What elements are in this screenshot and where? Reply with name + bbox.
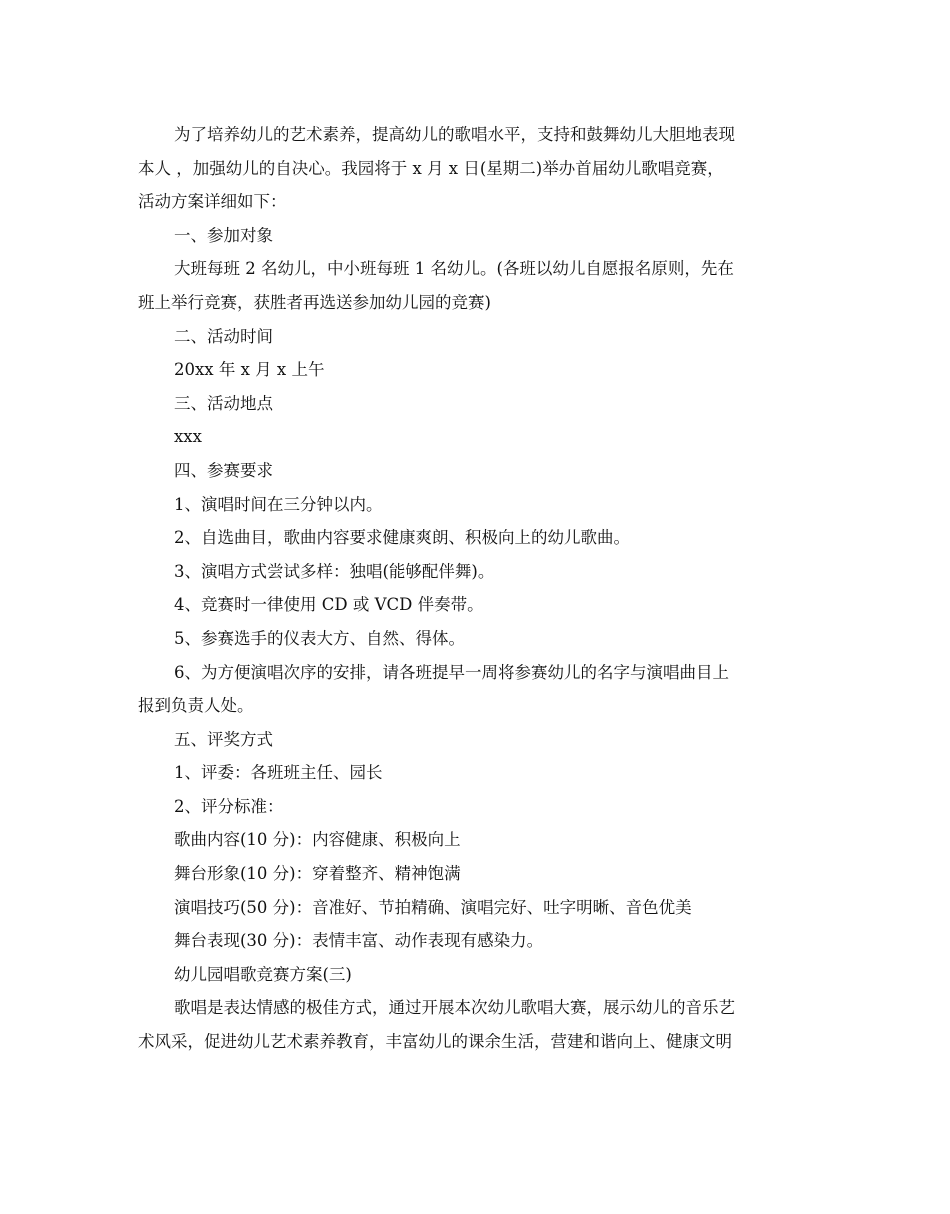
list-item: 2、自选曲目，歌曲内容要求健康爽朗、积极向上的幼儿歌曲。: [174, 528, 630, 548]
paragraph-line: 歌唱是表达情感的极佳方式，通过开展本次幼儿歌唱大赛，展示幼儿的音乐艺: [174, 998, 735, 1018]
list-item: 5、参赛选手的仪表大方、自然、得体。: [174, 628, 465, 648]
section-heading: 四、参赛要求: [174, 460, 273, 480]
paragraph-line: 班上举行竞赛，获胜者再选送参加幼儿园的竞赛): [138, 292, 491, 312]
list-item: 3、演唱方式尝试多样：独唱(能够配伴舞)。: [174, 561, 495, 581]
paragraph-line: 20xx 年 x 月 x 上午: [174, 360, 325, 380]
paragraph-line: 为了培养幼儿的艺术素养，提高幼儿的歌唱水平，支持和鼓舞幼儿大胆地表现: [174, 125, 735, 144]
section-heading: 五、评奖方式: [174, 729, 273, 749]
list-item: 1、演唱时间在三分钟以内。: [174, 494, 383, 514]
list-item: 1、评委：各班班主任、园长: [174, 763, 383, 783]
paragraph-line: 活动方案详细如下：: [138, 192, 287, 212]
section-heading: 一、参加对象: [174, 225, 273, 245]
list-item: 4、竞赛时一律使用 CD 或 VCD 伴奏带。: [174, 595, 484, 615]
paragraph-line: xxx: [174, 427, 202, 447]
paragraph-line: 本人 ，加强幼儿的自决心。我园将于 x 月 x 日(星期二)举办首届幼儿歌唱竞赛，: [138, 158, 724, 178]
document-body: [138, 118, 818, 1059]
criteria-item: 舞台形象(10 分)：穿着整齐、精神饱满: [174, 864, 461, 884]
list-item: 6、为方便演唱次序的安排，请各班提早一周将参赛幼儿的名字与演唱曲目上: [174, 662, 729, 682]
criteria-item: 歌曲内容(10 分)：内容健康、积极向上: [174, 830, 461, 850]
list-item: 2、评分标准：: [174, 796, 284, 816]
section-heading: 三、活动地点: [174, 393, 273, 413]
paragraph-line: 报到负责人处。: [138, 696, 254, 716]
paragraph-line: 大班每班 2 名幼儿，中小班每班 1 名幼儿。(各班以幼儿自愿报名原则，先在: [174, 259, 734, 279]
criteria-item: 舞台表现(30 分)：表情丰富、动作表现有感染力。: [174, 931, 544, 951]
section-title: 幼儿园唱歌竞赛方案(三): [174, 964, 352, 984]
section-heading: 二、活动时间: [174, 326, 273, 346]
criteria-item: 演唱技巧(50 分)：音准好、节拍精确、演唱完好、吐字明晰、音色优美: [174, 897, 692, 917]
paragraph-line: 术风采，促进幼儿艺术素养教育，丰富幼儿的课余生活，营建和谐向上、健康文明: [138, 1032, 732, 1052]
